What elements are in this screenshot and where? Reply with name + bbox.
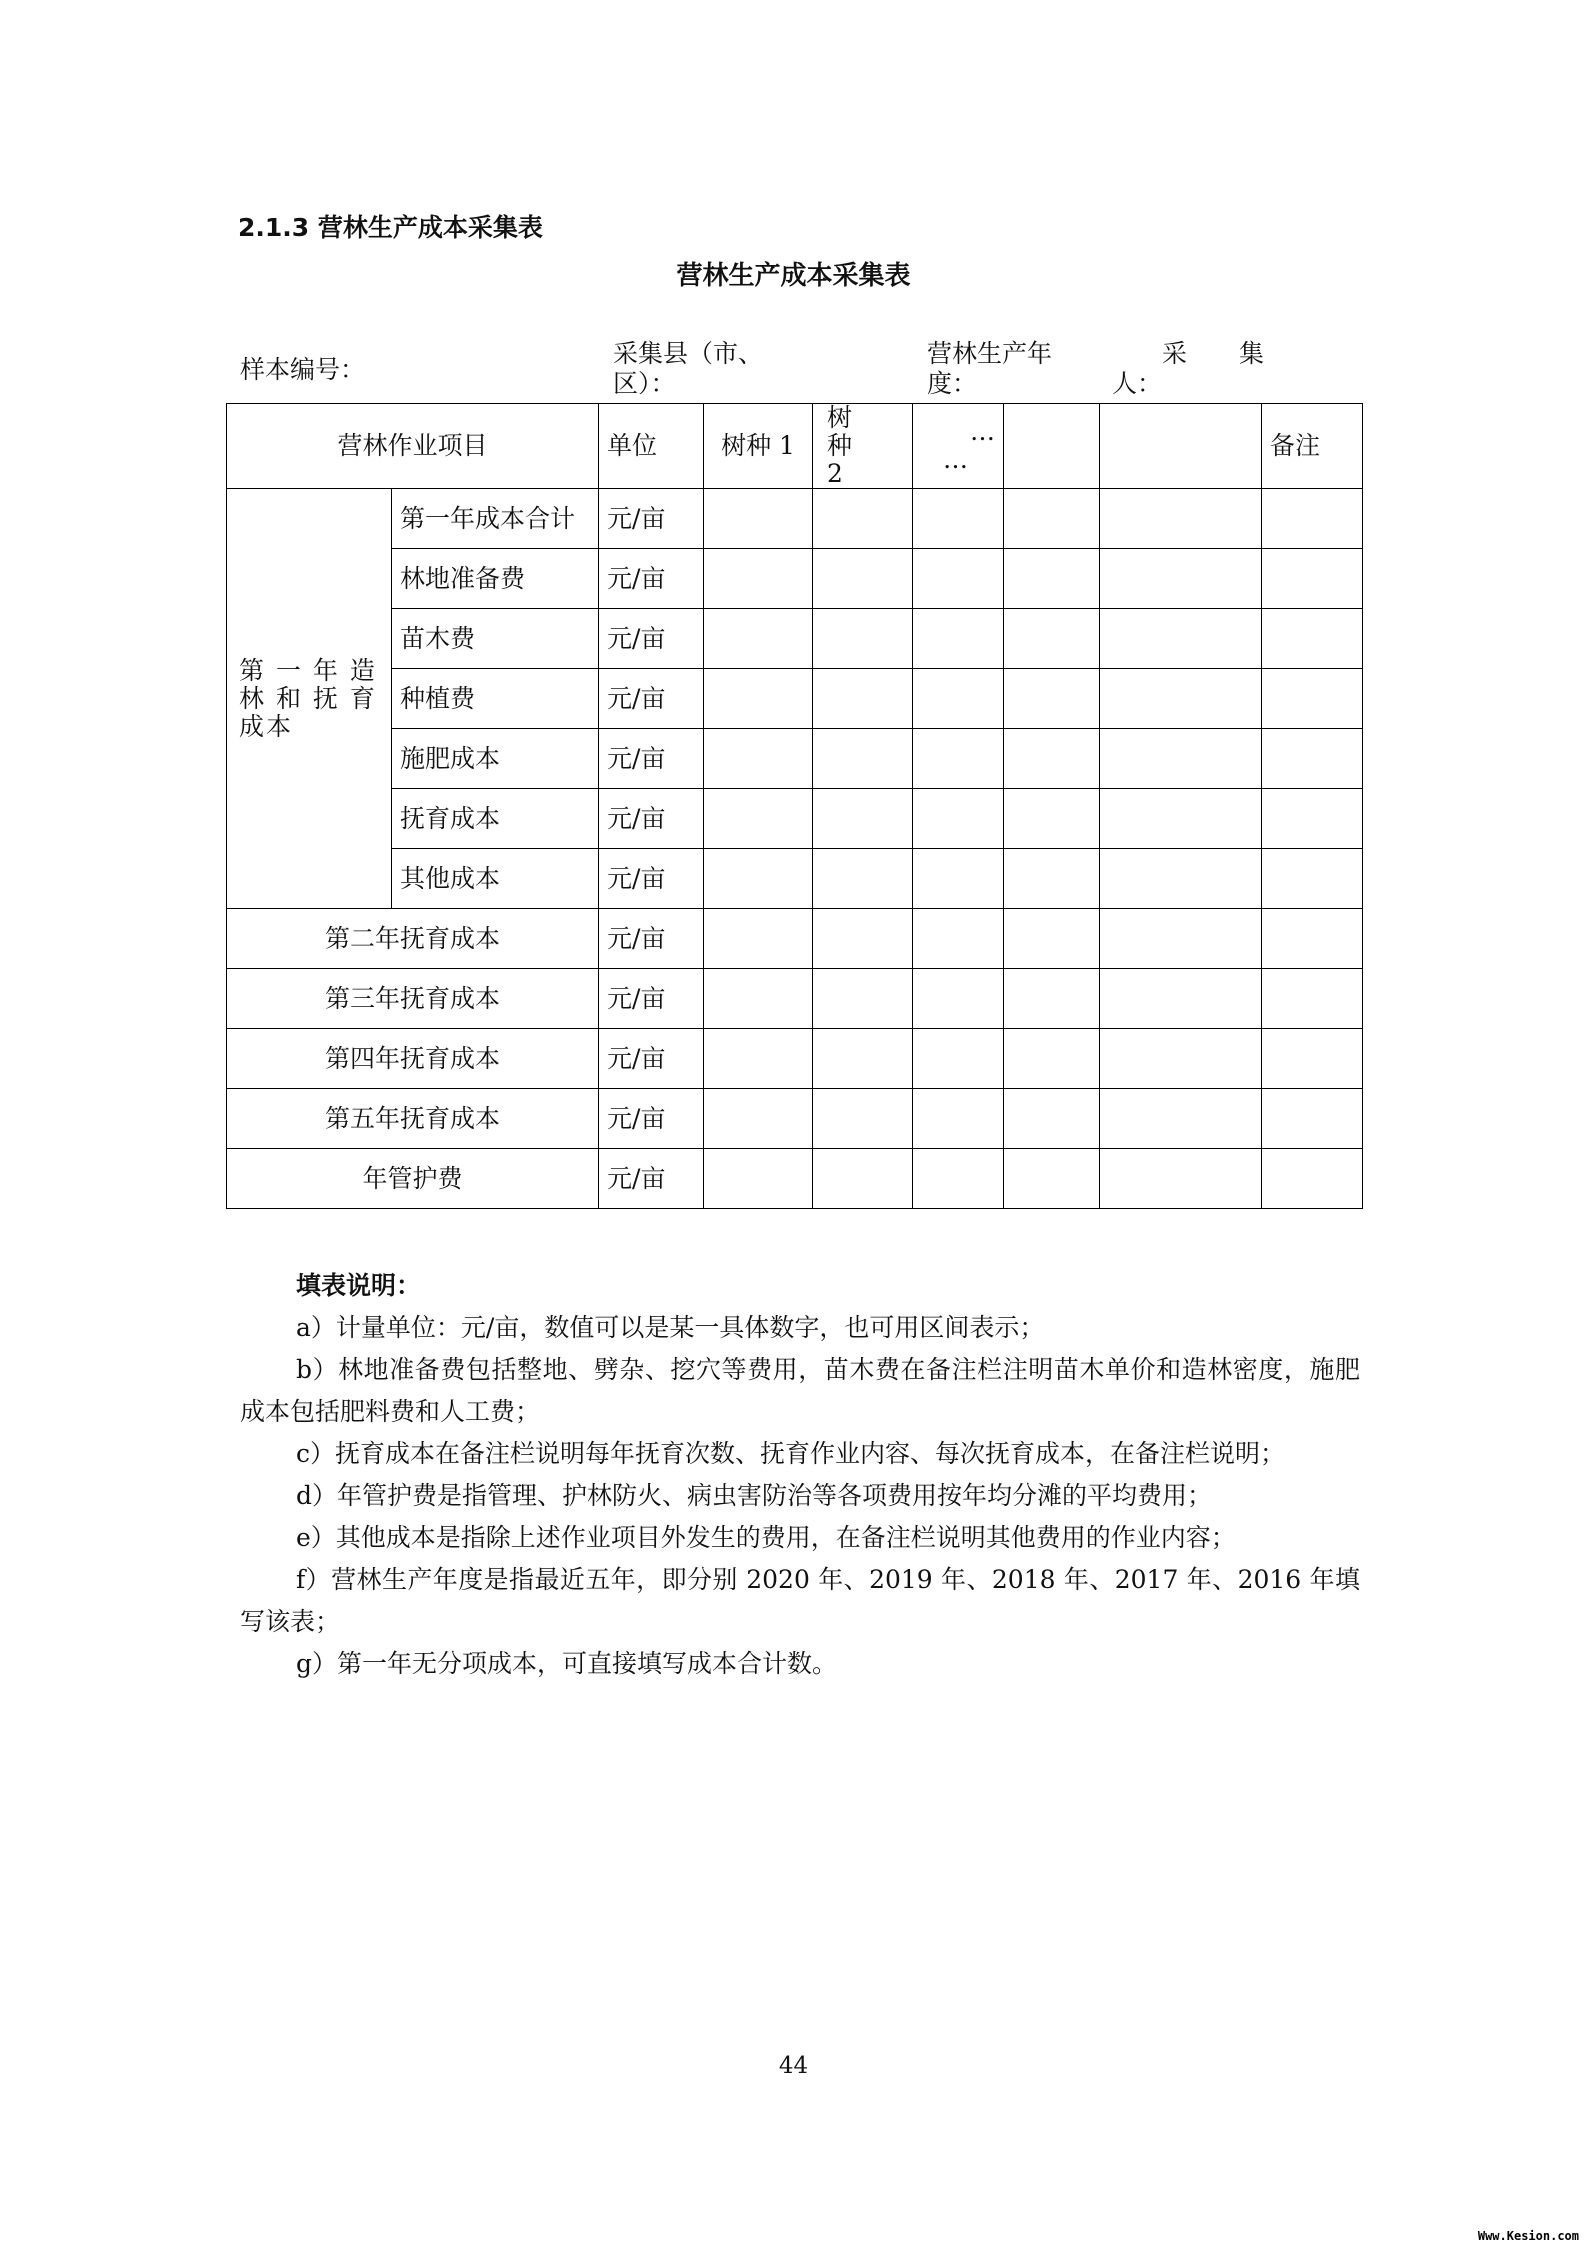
note-item: c）抚育成本在备注栏说明每年抚育次数、抚育作业内容、每次抚育成本，在备注栏说明；	[296, 1439, 1286, 1468]
data-entry-cell[interactable]	[813, 1089, 913, 1149]
data-entry-cell[interactable]	[913, 909, 1004, 969]
cost-collection-table	[226, 403, 1363, 1209]
header-item: 营林作业项目	[227, 404, 599, 489]
data-entry-cell[interactable]	[1004, 669, 1100, 729]
table-row	[227, 849, 1363, 909]
notes-title: 填表说明：	[296, 1271, 422, 1300]
header-species-2-line1: 树 种	[827, 403, 865, 460]
data-entry-cell[interactable]	[1100, 549, 1262, 609]
row-item-label: 第五年抚育成本	[227, 1089, 599, 1149]
group-label-first-year: 第 一 年 造 林 和 抚 育 成本	[227, 489, 392, 909]
row-unit: 元/亩	[599, 849, 704, 909]
row-unit: 元/亩	[599, 729, 704, 789]
data-entry-cell[interactable]	[704, 609, 813, 669]
data-entry-cell[interactable]	[1004, 489, 1100, 549]
production-year-label	[927, 339, 1052, 399]
data-entry-cell[interactable]	[1262, 969, 1363, 1029]
data-entry-cell[interactable]	[813, 669, 913, 729]
data-entry-cell[interactable]	[913, 729, 1004, 789]
data-entry-cell[interactable]	[1100, 729, 1262, 789]
data-entry-cell[interactable]	[813, 549, 913, 609]
table-row	[227, 609, 1363, 669]
data-entry-cell[interactable]	[1100, 789, 1262, 849]
note-item: a）计量单位：元/亩，数值可以是某一具体数字，也可用区间表示；	[296, 1313, 1045, 1342]
data-entry-cell[interactable]	[704, 669, 813, 729]
table-title: 营林生产成本采集表	[676, 261, 911, 291]
data-entry-cell[interactable]	[813, 729, 913, 789]
data-entry-cell[interactable]	[1262, 1089, 1363, 1149]
data-entry-cell[interactable]	[1100, 609, 1262, 669]
data-entry-cell[interactable]	[1004, 909, 1100, 969]
note-item: e）其他成本是指除上述作业项目外发生的费用，在备注栏说明其他费用的作业内容；	[296, 1523, 1236, 1552]
collector-label-line2: 人：	[1112, 369, 1163, 398]
data-entry-cell[interactable]	[704, 1029, 813, 1089]
row-unit: 元/亩	[599, 1149, 704, 1209]
row-unit: 元/亩	[599, 669, 704, 729]
data-entry-cell[interactable]	[1100, 969, 1262, 1029]
header-ellipsis-line2: …	[943, 445, 969, 474]
data-entry-cell[interactable]	[1100, 849, 1262, 909]
table-row	[227, 969, 1363, 1029]
data-entry-cell[interactable]	[1100, 489, 1262, 549]
data-entry-cell[interactable]	[704, 969, 813, 1029]
row-unit: 元/亩	[599, 909, 704, 969]
header-blank-1	[1004, 404, 1100, 489]
data-entry-cell[interactable]	[1262, 609, 1363, 669]
data-entry-cell[interactable]	[913, 1029, 1004, 1089]
data-entry-cell[interactable]	[913, 849, 1004, 909]
row-item-label: 林地准备费	[392, 549, 599, 609]
note-item: f）营林生产年度是指最近五年，即分别 2020 年、2019 年、2018 年、2017 年、2016 年填写该表；	[240, 1565, 1360, 1636]
row-unit: 元/亩	[599, 1089, 704, 1149]
data-entry-cell[interactable]	[1262, 669, 1363, 729]
table-row	[227, 669, 1363, 729]
note-item: d）年管护费是指管理、护林防火、病虫害防治等各项费用按年均分滩的平均费用；	[296, 1481, 1213, 1510]
table-row	[227, 729, 1363, 789]
row-item-label: 第二年抚育成本	[227, 909, 599, 969]
header-blank-2	[1100, 404, 1262, 489]
data-entry-cell[interactable]	[1262, 1029, 1363, 1089]
data-entry-cell[interactable]	[1004, 549, 1100, 609]
data-entry-cell[interactable]	[913, 1149, 1004, 1209]
data-entry-cell[interactable]	[913, 489, 1004, 549]
data-entry-cell[interactable]	[813, 969, 913, 1029]
data-entry-cell[interactable]	[813, 789, 913, 849]
data-entry-cell[interactable]	[704, 549, 813, 609]
data-entry-cell[interactable]	[1262, 849, 1363, 909]
row-item-label: 第四年抚育成本	[227, 1029, 599, 1089]
county-label-line1: 采集县（市、	[613, 339, 764, 368]
data-entry-cell[interactable]	[1262, 1149, 1363, 1209]
table-row	[227, 789, 1363, 849]
row-item-label: 其他成本	[392, 849, 599, 909]
data-entry-cell[interactable]	[1262, 789, 1363, 849]
county-label-line2: 区）：	[613, 369, 676, 398]
data-entry-cell[interactable]	[704, 849, 813, 909]
data-entry-cell[interactable]	[813, 609, 913, 669]
table-row	[227, 1089, 1363, 1149]
header-ellipsis	[913, 404, 1004, 489]
data-entry-cell[interactable]	[704, 729, 813, 789]
row-unit: 元/亩	[599, 609, 704, 669]
data-entry-cell[interactable]	[1004, 609, 1100, 669]
data-entry-cell[interactable]	[913, 1089, 1004, 1149]
production-year-label-line1: 营林生产年	[927, 339, 1053, 368]
page-number: 44	[778, 2053, 809, 2079]
data-entry-cell[interactable]	[913, 789, 1004, 849]
data-entry-cell[interactable]	[1004, 789, 1100, 849]
data-entry-cell[interactable]	[1004, 969, 1100, 1029]
data-entry-cell[interactable]	[1262, 489, 1363, 549]
data-entry-cell[interactable]	[704, 489, 813, 549]
data-entry-cell[interactable]	[1262, 909, 1363, 969]
header-species-1: 树种 1	[704, 404, 813, 489]
fill-instructions	[240, 1265, 1360, 1685]
data-entry-cell[interactable]	[813, 1149, 913, 1209]
note-item: g）第一年无分项成本，可直接填写成本合计数。	[296, 1649, 838, 1678]
row-item-label: 第一年成本合计	[392, 489, 599, 549]
table-row	[227, 1149, 1363, 1209]
header-remark: 备注	[1262, 404, 1363, 489]
row-unit: 元/亩	[599, 969, 704, 1029]
note-item: b）林地准备费包括整地、劈杂、挖穴等费用，苗木费在备注栏注明苗木单价和造林密度，施肥成本包括肥料费和人工费；	[240, 1355, 1360, 1426]
data-entry-cell[interactable]	[704, 909, 813, 969]
collector-label-line1: 采 集	[1162, 339, 1286, 368]
data-entry-cell[interactable]	[704, 789, 813, 849]
collector-label	[1112, 339, 1286, 399]
data-entry-cell[interactable]	[813, 489, 913, 549]
table-row	[227, 549, 1363, 609]
row-item-label: 年管护费	[227, 1149, 599, 1209]
row-unit: 元/亩	[599, 489, 704, 549]
table-row	[227, 1029, 1363, 1089]
row-unit: 元/亩	[599, 789, 704, 849]
table-row	[227, 909, 1363, 969]
data-entry-cell[interactable]	[704, 1149, 813, 1209]
row-item-label: 施肥成本	[392, 729, 599, 789]
table-row	[227, 489, 1363, 549]
header-ellipsis-line1: …	[970, 417, 996, 446]
data-entry-cell[interactable]	[1262, 729, 1363, 789]
data-entry-cell[interactable]	[1004, 1089, 1100, 1149]
watermark: Www.Kesion.com	[1477, 2229, 1579, 2243]
section-heading: 2.1.3 营林生产成本采集表	[238, 213, 543, 242]
row-item-label: 抚育成本	[392, 789, 599, 849]
data-entry-cell[interactable]	[1004, 729, 1100, 789]
data-entry-cell[interactable]	[1100, 669, 1262, 729]
data-entry-cell[interactable]	[1100, 1149, 1262, 1209]
data-entry-cell[interactable]	[1004, 1149, 1100, 1209]
data-entry-cell[interactable]	[813, 1029, 913, 1089]
row-unit: 元/亩	[599, 1029, 704, 1089]
production-year-label-line2: 度：	[927, 369, 978, 398]
table-header-row	[227, 404, 1363, 489]
county-label	[613, 339, 763, 399]
data-entry-cell[interactable]	[1262, 549, 1363, 609]
header-unit: 单位	[599, 404, 704, 489]
data-entry-cell[interactable]	[813, 909, 913, 969]
data-entry-cell[interactable]	[1100, 1029, 1262, 1089]
data-entry-cell[interactable]	[913, 669, 1004, 729]
row-unit: 元/亩	[599, 549, 704, 609]
data-entry-cell[interactable]	[813, 849, 913, 909]
data-entry-cell[interactable]	[1100, 909, 1262, 969]
row-item-label: 种植费	[392, 669, 599, 729]
data-entry-cell[interactable]	[704, 1089, 813, 1149]
data-entry-cell[interactable]	[913, 609, 1004, 669]
data-entry-cell[interactable]	[913, 969, 1004, 1029]
header-species-2-line2: 2	[827, 459, 843, 488]
data-entry-cell[interactable]	[1100, 1089, 1262, 1149]
row-item-label: 苗木费	[392, 609, 599, 669]
row-item-label: 第三年抚育成本	[227, 969, 599, 1029]
data-entry-cell[interactable]	[913, 549, 1004, 609]
header-species-2	[813, 404, 913, 489]
sample-number-label: 样本编号：	[240, 355, 366, 384]
data-entry-cell[interactable]	[1004, 1029, 1100, 1089]
data-entry-cell[interactable]	[1004, 849, 1100, 909]
